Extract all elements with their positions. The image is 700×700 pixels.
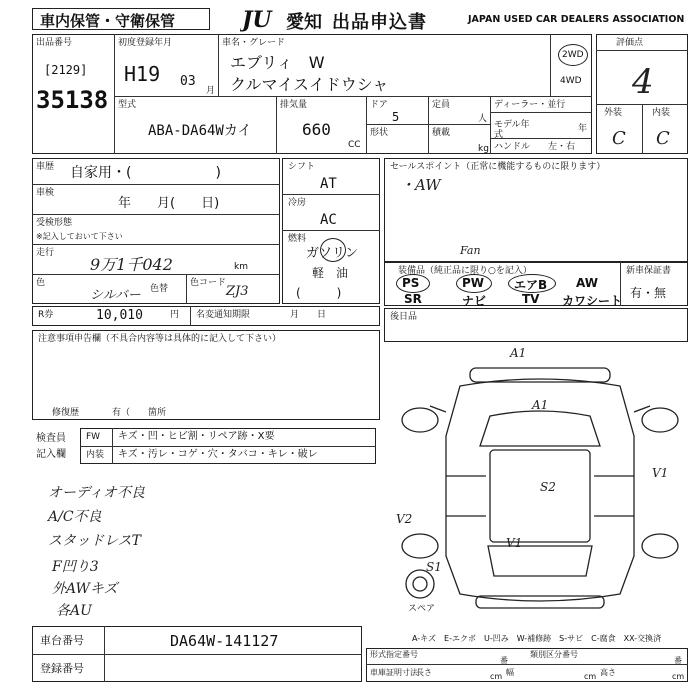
height-label: 高さ bbox=[600, 668, 616, 677]
exterior-grade: C bbox=[612, 128, 626, 149]
displacement-value: 660 bbox=[302, 120, 331, 139]
garage-size-label: 車庫証明寸法 bbox=[370, 668, 418, 677]
mileage-value: 9万1千042 bbox=[90, 255, 173, 274]
name-change-label: 名変通知期限 bbox=[196, 310, 251, 320]
cert-number-unit: 番 bbox=[500, 656, 508, 665]
handle-label: ハンドル bbox=[494, 142, 531, 152]
capacity-label: 定員 bbox=[432, 100, 451, 110]
equip-pw-circle bbox=[456, 274, 492, 293]
color-code-value: ZJ3 bbox=[226, 284, 249, 299]
fuel-value: ガソリン bbox=[306, 246, 359, 261]
inspection-label: 車検 bbox=[36, 188, 55, 198]
color-code-label: 色コード bbox=[190, 278, 227, 288]
drive-4wd: 4WD bbox=[560, 76, 582, 86]
load-label: 積載 bbox=[432, 128, 451, 138]
selling-label: セールスポイント（正常に機能するものに限ります） bbox=[390, 162, 606, 172]
class-number-unit: 番 bbox=[674, 656, 682, 665]
registration-label: 登録番号 bbox=[40, 662, 84, 675]
height-unit: cm bbox=[672, 672, 685, 681]
handwritten-note-4: F凹り3 bbox=[52, 559, 99, 575]
inspector-label-2: 記入欄 bbox=[36, 449, 66, 460]
model-value: ABA-DA64Wカイ bbox=[148, 123, 252, 139]
shift-label: シフト bbox=[288, 162, 316, 172]
length-label: 長さ bbox=[416, 668, 432, 677]
cert-number-label: 形式指定番号 bbox=[370, 650, 418, 659]
inspection-value: 年 月( 日) bbox=[118, 196, 220, 211]
mileage-label: 走行 bbox=[36, 248, 55, 258]
handwritten-note-1: オーディオ不良 bbox=[48, 485, 145, 501]
load-unit: kg bbox=[478, 144, 489, 154]
model-year-label: モデル年式 bbox=[494, 120, 530, 140]
history-value: 自家用・( ) bbox=[70, 165, 221, 181]
damage-mark-s1-corner: S1 bbox=[426, 560, 442, 574]
capacity-unit: 人 bbox=[478, 114, 488, 124]
interior-label: 内装 bbox=[652, 108, 671, 118]
shift-value: AT bbox=[320, 176, 337, 192]
inspector-row1-tag: FW bbox=[86, 432, 101, 442]
class-number-label: 類別区分番号 bbox=[530, 650, 578, 659]
equip-navi: ナビ bbox=[462, 294, 487, 308]
displacement-unit: CC bbox=[348, 140, 361, 150]
inspector-row2: キズ・汚レ・コゲ・穴・タバコ・キレ・破レ bbox=[118, 449, 318, 460]
damage-mark-s2-roof: S2 bbox=[540, 480, 556, 494]
length-unit: cm bbox=[490, 672, 503, 681]
equip-sr: SR bbox=[404, 292, 422, 306]
width-label: 幅 bbox=[506, 668, 514, 677]
width-unit: cm bbox=[584, 672, 597, 681]
inspector-row2-tag: 内装 bbox=[86, 450, 105, 460]
lot-sub-number: [2129] bbox=[44, 63, 88, 77]
first-reg-month-unit: 月 bbox=[206, 86, 216, 96]
damage-legend: A-キズ E-エクボ U-凹み W-補修跡 S-サビ C-腐食 XX-交換済 bbox=[412, 634, 662, 643]
color-label: 色 bbox=[36, 278, 46, 288]
recycle-value: 10,010 bbox=[96, 308, 143, 323]
car-label: 車名・グレード bbox=[222, 38, 286, 48]
equip-leather: カワシート bbox=[562, 294, 623, 308]
inspector-label-1: 検査員 bbox=[36, 433, 66, 444]
displacement-label: 排気量 bbox=[280, 100, 308, 110]
cert-value: 有・無 bbox=[630, 286, 667, 300]
fuel-diesel: 軽 油 bbox=[312, 266, 349, 280]
svg-text:JU: JU bbox=[242, 7, 272, 32]
cert-label: 新車保証書 bbox=[626, 266, 672, 276]
lot-label: 出品番号 bbox=[36, 38, 73, 48]
lot-number: 35138 bbox=[36, 86, 109, 114]
equip-tv: TV bbox=[522, 292, 540, 306]
damage-mark-v1-right: V1 bbox=[652, 466, 669, 480]
first-reg-year: H19 bbox=[124, 62, 161, 86]
ac-label: 冷房 bbox=[288, 198, 307, 208]
car-diagram bbox=[390, 346, 690, 626]
storage-badge-text: 車内保管・守衛保管 bbox=[40, 12, 176, 30]
fuel-circle bbox=[320, 238, 346, 262]
mileage-unit: km bbox=[234, 262, 248, 272]
spare-label: スペア bbox=[408, 604, 436, 614]
association-name: 愛知 bbox=[286, 12, 322, 33]
handwritten-note-3: スタッドレスT bbox=[48, 533, 141, 549]
equip-pw: PW bbox=[462, 276, 485, 290]
first-reg-month: 03 bbox=[180, 74, 196, 89]
handwritten-note-2: A/C不良 bbox=[48, 509, 102, 525]
handle-options: 左・右 bbox=[548, 142, 576, 152]
equip-aw: AW bbox=[576, 276, 598, 290]
recycle-label: R券 bbox=[38, 310, 54, 320]
handwritten-note-6: 各AU bbox=[56, 603, 92, 619]
color-value: シルバー bbox=[90, 288, 141, 303]
car-name-line1: エブリィ W bbox=[230, 53, 325, 72]
repair-label: 修復歴 bbox=[52, 408, 80, 418]
later-box bbox=[384, 308, 688, 342]
ju-logo bbox=[240, 6, 284, 32]
grade-label: 評価点 bbox=[616, 38, 644, 48]
selling-note-2: Fan bbox=[460, 244, 481, 257]
receipt-note: ※記入しておいて下さい bbox=[36, 232, 123, 241]
grade-value: 4 bbox=[632, 62, 654, 102]
recycle-unit: 円 bbox=[170, 310, 180, 320]
chassis-value: DA64W-141127 bbox=[170, 632, 279, 650]
year-unit: 年 bbox=[578, 124, 588, 134]
doors-value: 5 bbox=[392, 110, 400, 124]
selling-note: ・AW bbox=[400, 176, 441, 194]
damage-mark-a1-hood: A1 bbox=[532, 398, 549, 412]
equip-ps-circle bbox=[396, 274, 430, 293]
receipt-label: 受検形態 bbox=[36, 218, 73, 228]
equip-ps: PS bbox=[402, 276, 420, 290]
damage-mark-v1-rear: V1 bbox=[506, 536, 523, 550]
equipment-label: 装備品（純正品に限り○を記入） bbox=[398, 266, 532, 276]
notes-label: 注意事項申告欄（不具合内容等は具体的に記入して下さい） bbox=[38, 334, 282, 344]
color-change-label: 色替 bbox=[150, 284, 169, 294]
model-label: 型式 bbox=[118, 100, 137, 110]
shape-label: 形状 bbox=[370, 128, 389, 138]
doors-label: ドア bbox=[370, 100, 388, 110]
name-change-unit: 月 日 bbox=[290, 310, 327, 320]
car-name-line2: クルマイスイドウシャ bbox=[230, 75, 389, 94]
equip-airbag-circle bbox=[508, 274, 556, 293]
history-label: 車歴 bbox=[36, 162, 55, 172]
damage-mark-v2-left: V2 bbox=[396, 512, 413, 526]
later-label: 後日品 bbox=[390, 312, 418, 322]
fuel-other: ( ) bbox=[296, 286, 342, 300]
equip-airbag: エアB bbox=[514, 278, 548, 292]
chassis-label: 車台番号 bbox=[40, 634, 84, 647]
exterior-label: 外装 bbox=[604, 108, 623, 118]
repair-value: 有（ 箇所 bbox=[112, 408, 167, 418]
form-title: 出品申込書 bbox=[332, 12, 427, 33]
ac-value: AC bbox=[320, 212, 337, 228]
drive-2wd: 2WD bbox=[562, 50, 584, 60]
first-reg-label: 初度登録年月 bbox=[118, 38, 173, 48]
interior-grade: C bbox=[656, 128, 670, 149]
fuel-label: 燃料 bbox=[288, 234, 307, 244]
damage-mark-a1-front: A1 bbox=[510, 346, 527, 360]
dealer-label: ディーラー・並行 bbox=[494, 100, 566, 110]
association-subtitle: JAPAN USED CAR DEALERS ASSOCIATION bbox=[468, 14, 685, 25]
handwritten-note-5: 外AWキズ bbox=[52, 581, 118, 597]
inspector-row1: キズ・凹・ヒビ割・リペア跡・X要 bbox=[118, 431, 275, 442]
